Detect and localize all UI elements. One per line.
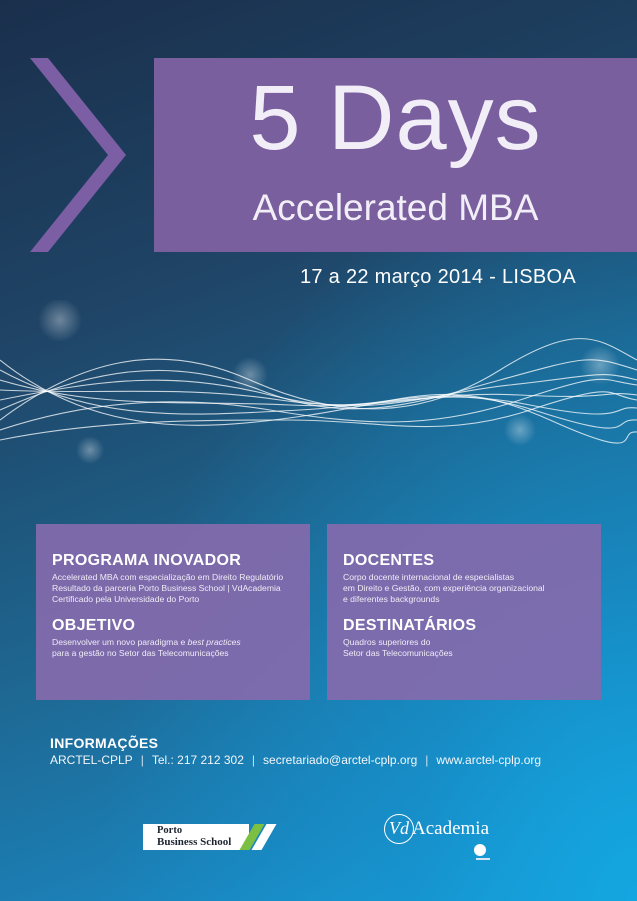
page-subtitle: Accelerated MBA <box>252 187 539 228</box>
section-title-docentes: DOCENTES <box>343 552 435 569</box>
vd-tagline-bar <box>476 858 490 860</box>
contact-website-link[interactable]: www.arctel-cplp.org <box>436 753 542 767</box>
title-banner <box>154 58 637 252</box>
page-title: 5 Days <box>249 67 542 169</box>
section-text-objetivo: Desenvolver um novo paradigma e best practices para a gestão no Setor das Telecomunicações <box>52 637 241 658</box>
light-waves-decoration <box>0 300 637 480</box>
contact-separator: | <box>425 753 429 767</box>
porto-business-school-logo: Porto Business School <box>143 824 271 850</box>
contact-separator: | <box>140 753 144 767</box>
contact-email-link[interactable]: secretariado@arctel-cplp.org <box>263 753 418 767</box>
contact-phone[interactable]: Tel.: 217 212 302 <box>151 753 244 767</box>
section-text-destinatarios: Quadros superiores do Setor das Telecomunicações <box>343 637 453 658</box>
section-title-destinatarios: DESTINATÁRIOS <box>343 617 477 634</box>
chevron-right-icon <box>30 58 126 252</box>
contact-heading: INFORMAÇÕES <box>50 735 159 751</box>
vd-emblem-icon <box>474 844 486 856</box>
vd-mark: Vd <box>384 814 414 844</box>
section-title-objetivo: OBJETIVO <box>52 617 136 634</box>
best-practices-italic: best practices <box>187 637 241 647</box>
info-box-program <box>36 524 310 700</box>
section-title-programa: PROGRAMA INOVADOR <box>52 552 242 569</box>
section-text-programa: Accelerated MBA com especialização em Direito Regulatório Resultado da parceria Porto Business School | VdAcademia Certificado pela Universidade do Porto <box>52 572 284 604</box>
contact-line <box>50 753 541 767</box>
section-text-docentes: Corpo docente internacional de especialistas em Direito e Gestão, com experiência organizacional e diferentes backgrounds <box>343 572 545 604</box>
contact-separator: | <box>251 753 256 767</box>
event-date-location: 17 a 22 março 2014 - LISBOA <box>299 266 576 288</box>
info-box-audience <box>327 524 601 700</box>
contact-org: ARCTEL-CPLP <box>50 753 133 767</box>
vdacademia-logo: Vd Academia <box>384 814 496 870</box>
